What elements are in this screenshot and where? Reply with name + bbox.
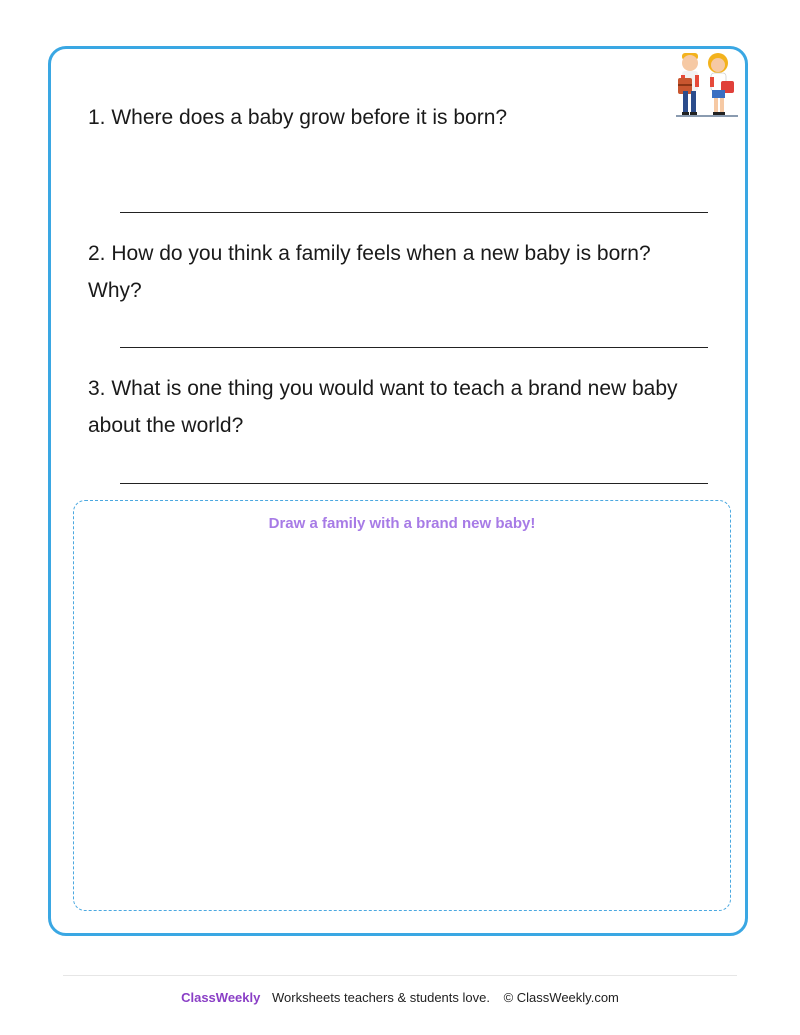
drawing-prompt: Draw a family with a brand new baby!	[268, 515, 536, 532]
answer-line-2[interactable]	[120, 347, 708, 348]
drawing-area[interactable]	[73, 500, 731, 911]
question-1: 1. Where does a baby grow before it is born?	[88, 106, 508, 129]
answer-line-3[interactable]	[120, 483, 708, 484]
question-3: 3. What is one thing you would want to teach a brand new baby about the world?	[88, 377, 678, 437]
answer-line-1[interactable]	[120, 212, 708, 213]
footer-divider	[63, 975, 737, 976]
footer-copyright: © ClassWeekly.com	[503, 990, 619, 1005]
footer-tagline: Worksheets teachers & students love.	[271, 990, 490, 1005]
footer	[0, 990, 800, 1005]
question-2: 2. How do you think a family feels when a new baby is born? Why?	[88, 242, 651, 302]
footer-brand: ClassWeekly	[181, 990, 261, 1005]
